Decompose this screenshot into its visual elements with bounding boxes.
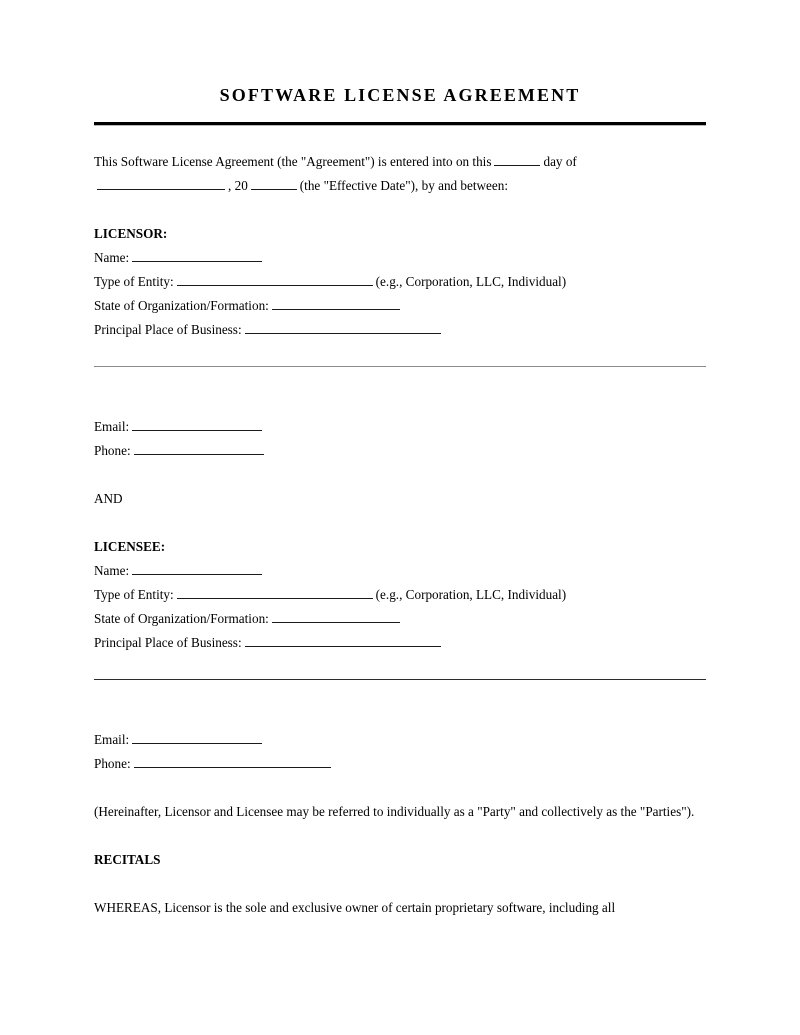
licensor-field-business-blank[interactable]	[245, 322, 441, 334]
licensor-field-name-label: Name:	[94, 249, 130, 265]
intro-text-1a: This Software License Agreement (the "Agreement") is entered into on this	[94, 153, 492, 169]
licensee-field-state-label: State of Organization/Formation:	[94, 610, 269, 626]
intro-line-1	[94, 150, 706, 174]
licensee-contact-phone-blank[interactable]	[134, 756, 331, 768]
licensor-field-state	[94, 294, 706, 318]
licensee-contact-phone	[94, 752, 706, 776]
licensee-field-name-label: Name:	[94, 562, 130, 578]
licensee-field-business	[94, 631, 706, 655]
licensor-field-name-blank[interactable]	[132, 250, 262, 262]
licensee-contact-email-blank[interactable]	[132, 732, 262, 744]
licensee-field-state-blank[interactable]	[272, 611, 400, 623]
licensor-field-business-label: Principal Place of Business:	[94, 321, 242, 337]
licensee-contact-phone-label: Phone:	[94, 755, 131, 771]
conjunction-and: AND	[94, 490, 123, 506]
licensee-field-business-blank[interactable]	[245, 635, 441, 647]
intro-year-blank[interactable]	[251, 178, 297, 190]
licensor-field-entity-blank[interactable]	[177, 274, 373, 286]
licensor-contact-email	[94, 415, 706, 439]
licensee-contact-email	[94, 728, 706, 752]
licensor-field-entity-note: (e.g., Corporation, LLC, Individual)	[375, 273, 567, 289]
intro-text-1b: day of	[543, 153, 577, 169]
recitals-paragraph-1: WHEREAS, Licensor is the sole and exclusive owner of certain proprietary software, including all	[94, 899, 616, 915]
recitals-heading: RECITALS	[94, 851, 161, 867]
licensee-field-entity-label: Type of Entity:	[94, 586, 174, 602]
licensee-field-entity	[94, 583, 706, 607]
licensee-contact-email-label: Email:	[94, 731, 130, 747]
page-title: SOFTWARE LICENSE AGREEMENT	[219, 85, 581, 105]
intro-text-2a: , 20	[228, 177, 248, 193]
licensee-heading: LICENSEE:	[94, 538, 166, 554]
parties-note: (Hereinafter, Licensor and Licensee may be referred to individually as a "Party" and collectively as the "Parties").	[94, 803, 695, 819]
licensor-field-state-label: State of Organization/Formation:	[94, 297, 269, 313]
licensor-heading: LICENSOR:	[94, 225, 168, 241]
licensor-contact-phone-label: Phone:	[94, 442, 131, 458]
licensor-contact-phone-blank[interactable]	[134, 443, 264, 455]
intro-line-2	[94, 174, 706, 198]
intro-text-2b: (the "Effective Date"), by and between:	[299, 177, 509, 193]
licensee-field-name-blank[interactable]	[132, 563, 262, 575]
licensor-contact-phone	[94, 439, 706, 463]
licensor-field-business	[94, 318, 706, 342]
document-content	[94, 0, 706, 920]
licensee-field-business-label: Principal Place of Business:	[94, 634, 242, 650]
licensor-field-name	[94, 246, 706, 270]
licensee-field-state	[94, 607, 706, 631]
licensor-field-state-blank[interactable]	[272, 298, 400, 310]
licensor-contact-email-blank[interactable]	[132, 419, 262, 431]
licensee-field-entity-note: (e.g., Corporation, LLC, Individual)	[375, 586, 567, 602]
intro-month-blank[interactable]	[97, 178, 225, 190]
licensee-field-entity-blank[interactable]	[177, 587, 373, 599]
licensor-field-entity-label: Type of Entity:	[94, 273, 174, 289]
intro-day-blank[interactable]	[494, 154, 540, 166]
licensor-field-entity	[94, 270, 706, 294]
licensee-field-name	[94, 559, 706, 583]
licensor-contact-email-label: Email:	[94, 418, 130, 434]
